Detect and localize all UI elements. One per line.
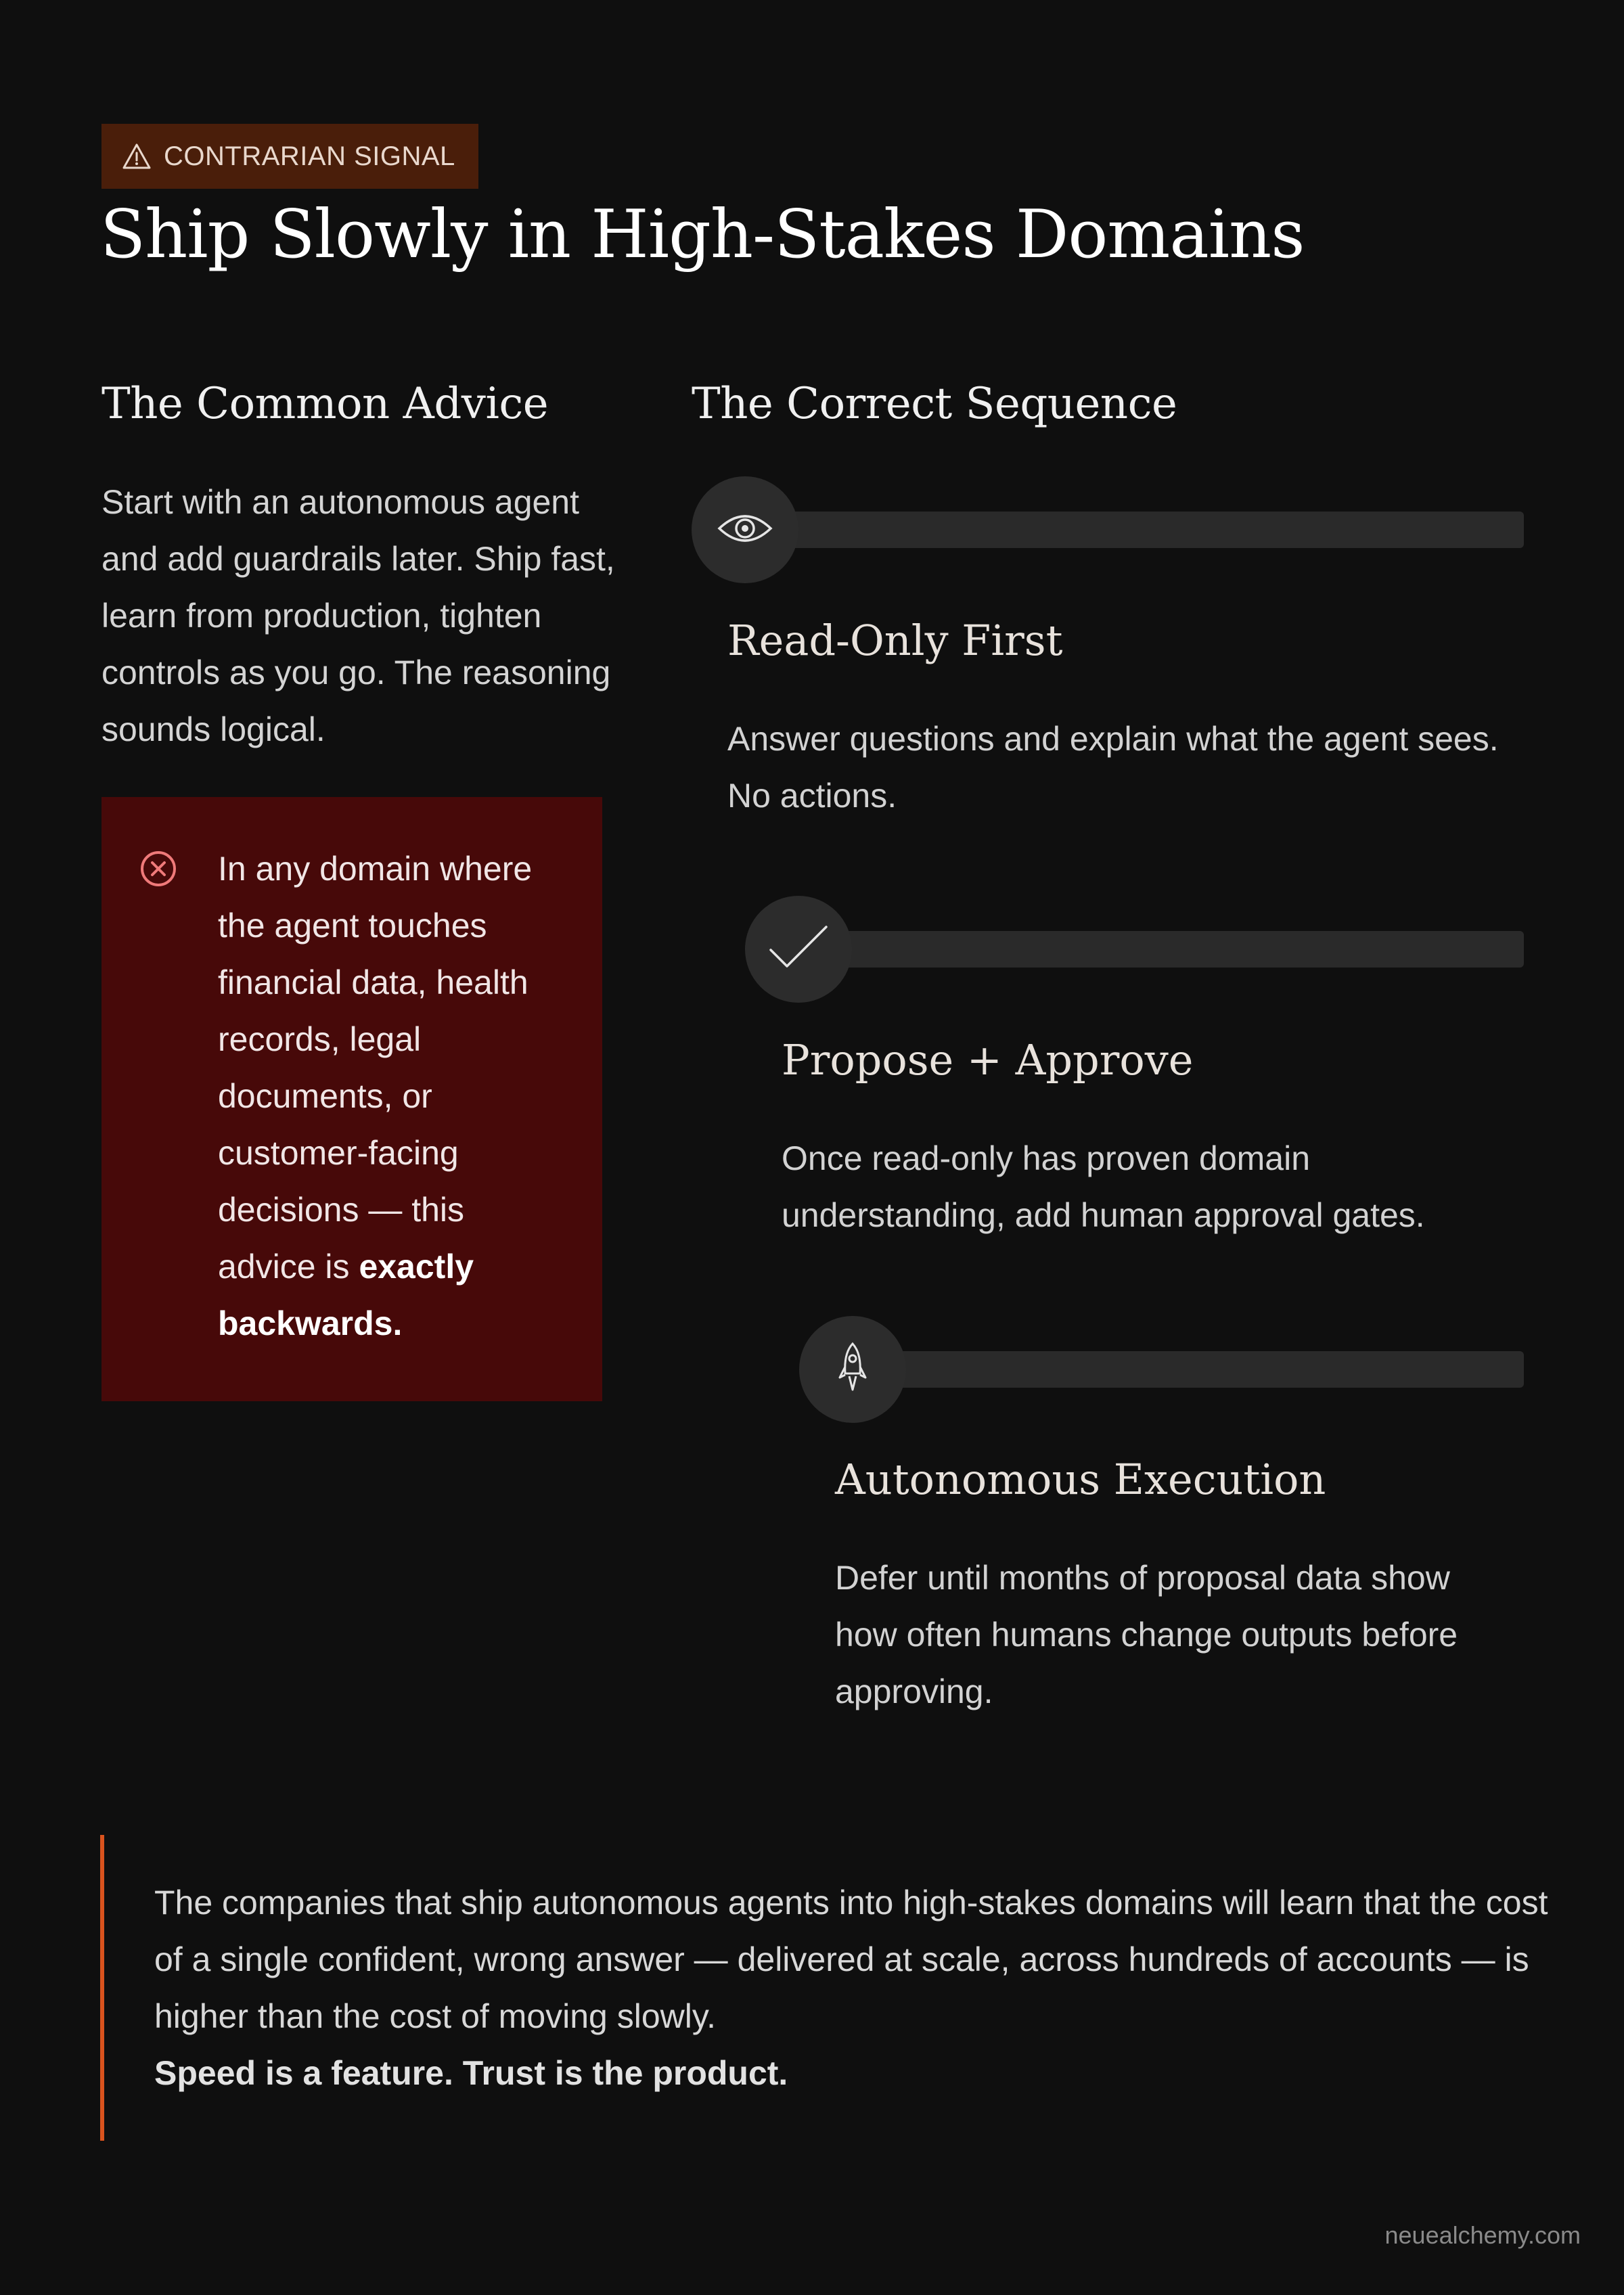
step-3-bar (886, 1351, 1524, 1388)
step-2-desc: Once read-only has proven domain understanding, add human approval gates. (782, 1139, 1425, 1234)
warning-triangle-icon (122, 143, 152, 170)
closing-quote: The companies that ship autonomous agents into high-stakes domains will learn that the cost of a single confident, wrong answer — delivered at scale, across hundreds of accounts — is higher than the cost of moving slowly. (154, 1884, 1548, 2035)
warning-callout (102, 797, 602, 1401)
warning-emphasis: exactly backwards. (218, 1248, 474, 1342)
contrarian-signal-badge (102, 124, 478, 189)
common-advice-heading: The Common Advice (102, 379, 549, 429)
step-2-circle (745, 896, 852, 1003)
quote-accent-bar (100, 1835, 104, 2141)
step-1-circle (692, 476, 798, 583)
closing-statement: Speed is a feature. Trust is the product. (154, 2054, 788, 2092)
footer-domain: neuealchemy.com (1384, 2221, 1581, 2249)
check-icon (768, 924, 829, 975)
step-2-bar (832, 931, 1524, 968)
x-circle-icon (139, 850, 177, 891)
step-1-title: Read-Only First (727, 616, 1063, 665)
step-3-circle (799, 1316, 906, 1423)
correct-sequence-heading: The Correct Sequence (692, 379, 1177, 429)
page-title: Ship Slowly in High-Stakes Domains (100, 196, 1305, 273)
step-2-title: Propose + Approve (782, 1035, 1194, 1085)
step-1-bar (778, 512, 1524, 548)
rocket-icon (836, 1341, 870, 1399)
step-3-title: Autonomous Execution (835, 1455, 1326, 1504)
step-1-desc: Answer questions and explain what the agent sees. No actions. (727, 720, 1499, 815)
step-3-desc: Defer until months of proposal data show how often humans change outputs before approving. (835, 1559, 1458, 1710)
warning-text: In any domain where the agent touches financial data, health records, legal documents, or customer-facing decisions — this advice is exactly backwards. (218, 850, 533, 1342)
common-advice-body: Start with an autonomous agent and add guardrails later. Ship fast, learn from production, tighten controls as you go. The reasoning sounds logical. (102, 483, 615, 748)
badge-label: CONTRARIAN SIGNAL (164, 141, 455, 171)
eye-icon (717, 509, 773, 551)
